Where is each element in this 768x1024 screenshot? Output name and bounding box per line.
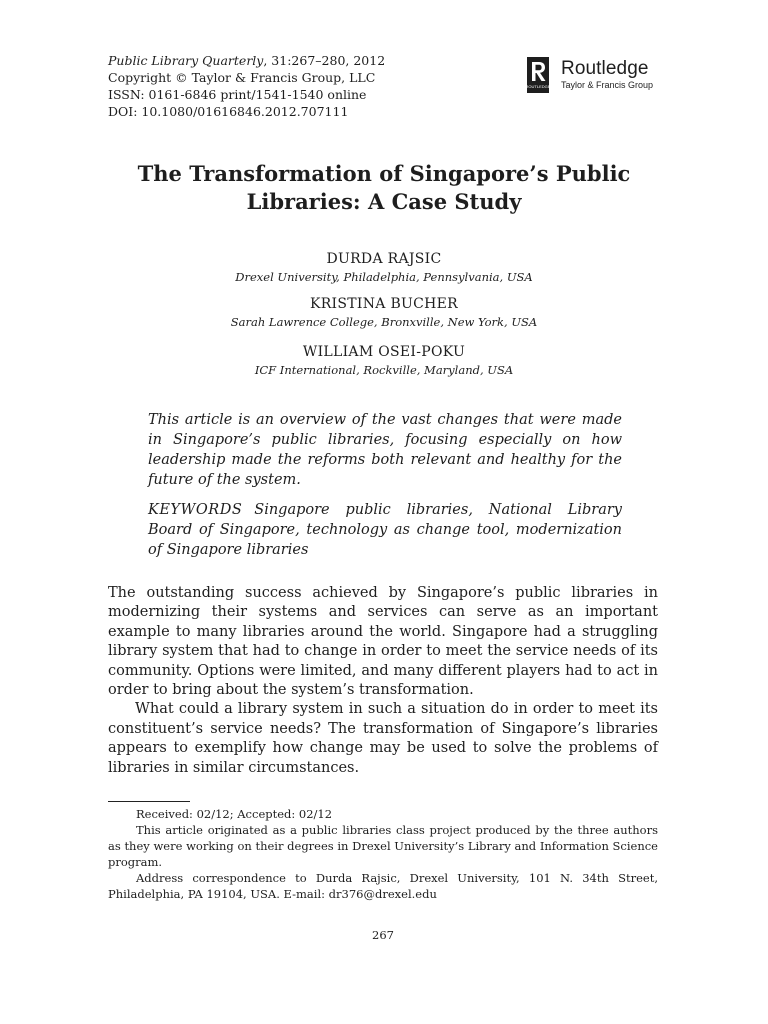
article-body (108, 584, 658, 778)
author-affiliation: ICF International, Rockville, Maryland, USA (254, 363, 514, 377)
publisher-group: Taylor & Francis Group (561, 80, 654, 90)
article-title-line-2: Libraries: A Case Study (246, 189, 522, 214)
copyright-line: Copyright © Taylor & Francis Group, LLC (108, 70, 376, 85)
abstract: This article is an overview of the vast changes that were made in Singapore’s public libraries, focusing especially on how leadership made the reforms both relevant and healthy for the future of the system. (148, 412, 622, 488)
origin-note: This article originated as a public libraries class project produced by the three authors as they were working on their degrees in Drexel University’s Library and Information Science program. (108, 823, 658, 869)
doi-line: DOI: 10.1080/01616846.2012.707111 (108, 104, 349, 119)
footnote-divider (108, 801, 190, 802)
journal-citation (108, 52, 385, 69)
article-title-line-1: The Transformation of Singapore’s Public (137, 161, 631, 186)
keywords-text: Singapore public libraries, National Library Board of Singapore, technology as change tool, modernization of Singapore libraries (148, 502, 622, 558)
author-affiliation: Sarah Lawrence College, Bronxville, New York, USA (230, 315, 538, 329)
keywords (148, 500, 622, 560)
logo-mark-text: ROUTLEDGE (525, 84, 551, 89)
issn-line: ISSN: 0161-6846 print/1541-1540 online (108, 87, 367, 102)
author-name: DURDA RAJSIC (326, 251, 442, 267)
publisher-logo (527, 56, 662, 96)
correspondence-note (108, 870, 658, 902)
body-paragraph: What could a library system in such a situation do in order to meet its constituent’s service needs? The transformation of Singapore’s libraries appears to exemplify how change may be used to solve the problems of libraries in similar circumstances. (108, 701, 658, 776)
journal-name: Public Library Quarterly (108, 53, 264, 68)
author-entry (108, 294, 660, 330)
journal-volume-pages: , 31:267–280, 2012 (263, 53, 386, 68)
routledge-r-logo-icon (527, 57, 549, 93)
received-note: Received: 02/12; Accepted: 02/12 (136, 807, 333, 821)
publisher-name: Routledge (561, 58, 649, 79)
author-name: KRISTINA BUCHER (309, 296, 459, 312)
author-affiliation: Drexel University, Philadelphia, Pennsylvania, USA (235, 270, 533, 284)
author-entry (108, 249, 660, 285)
article-title (108, 160, 660, 216)
keywords-label: KEYWORDS (148, 502, 243, 518)
author-entry (108, 342, 660, 378)
journal-citation-block (108, 52, 385, 120)
page-number: 267 (372, 928, 394, 942)
footnotes (108, 806, 658, 902)
body-paragraph: The outstanding success achieved by Singapore’s public libraries in modernizing their systems and services can serve as an important example to many libraries around the world. Singapore had a struggling library system that had to change in order to meet the service needs of its community. Options were limited, and many different players had to act in order to bring about the system’s transformation. (108, 585, 658, 699)
author-name: WILLIAM OSEI-POKU (302, 344, 466, 360)
correspondence-email-link[interactable]: Address correspondence to Durda Rajsic, Drexel University, 101 N. 34th Street, Philadelphia, PA 19104, USA. E-mail: dr376@drexel.edu (108, 871, 658, 901)
